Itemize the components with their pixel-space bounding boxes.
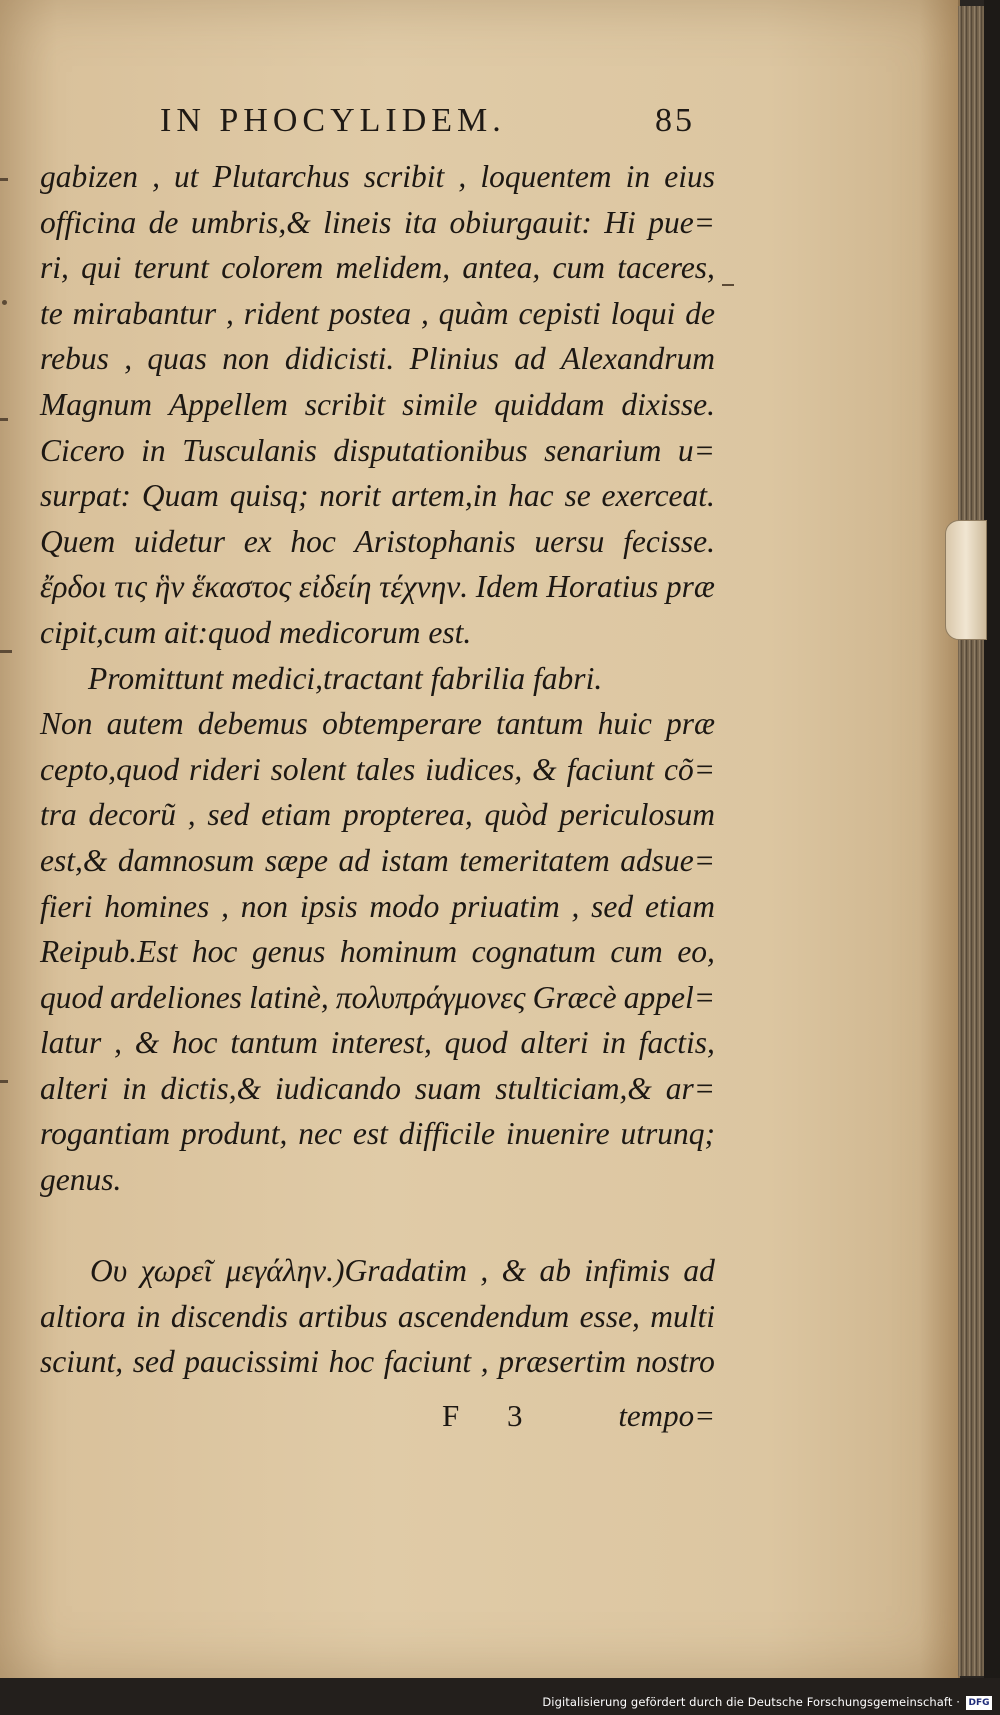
margin-mark xyxy=(0,1080,8,1083)
margin-mark xyxy=(0,650,12,653)
text-line: officina de umbris,& lineis ita obiurgauit: Hi pue= xyxy=(40,204,715,240)
text-line: Magnum Appellem scribit simile quiddam dixisse. xyxy=(40,386,715,422)
text-line: latur , & hoc tantum interest, quod alteri in factis, xyxy=(40,1025,715,1061)
text-line: Cicero in Tusculanis disputationibus senarium u= xyxy=(40,432,715,468)
text-line: fieri homines , non ipsis modo priuatim , sed etiam xyxy=(40,888,715,924)
viewer-footer-bar xyxy=(0,1678,1000,1715)
text-line: cipit,cum ait:quod medicorum est. xyxy=(40,614,472,650)
dfg-logo-icon: DFG xyxy=(966,1696,992,1710)
text-line: Ου χωρεῖ μεγάλην.)Gradatim , & ab infimis ad xyxy=(90,1253,715,1289)
text-line: Non autem debemus obtemperare tantum huic præ xyxy=(40,706,715,742)
text-line: ἔρδοι τις ἣν ἕκαστος εἰδείη τέχνην. Idem Horatius præ xyxy=(40,569,715,605)
funding-credit: Digitalisierung gefördert durch die Deutsche Forschungsgemeinschaft · xyxy=(542,1695,960,1709)
text-line: quod ardeliones latinè, πολυπράγμονες Græcè appel= xyxy=(40,979,715,1015)
text-line: Promittunt medici,tractant fabrilia fabri. xyxy=(88,660,603,696)
text-line: cepto,quod rideri solent tales iudices, & faciunt cõ= xyxy=(40,751,715,787)
text-line: genus. xyxy=(40,1162,122,1198)
margin-mark xyxy=(0,178,8,181)
page-edges xyxy=(958,6,984,1676)
text-line xyxy=(40,1203,715,1249)
margin-mark xyxy=(2,300,7,305)
text-line: gabizen , ut Plutarchus scribit , loquentem in eius xyxy=(40,159,715,194)
text-line: alteri in dictis,& iudicando suam stulticiam,& ar= xyxy=(40,1070,715,1106)
page-number: 85 xyxy=(655,102,695,139)
binding-shadow xyxy=(984,0,1000,1715)
margin-mark xyxy=(0,418,8,421)
catchword: tempo= xyxy=(618,1398,715,1433)
text-line: Quem uidetur ex hoc Aristophanis uersu fecisse. xyxy=(40,523,715,559)
text-line: sciunt, sed paucissimi hoc faciunt , præsertim nostro xyxy=(40,1344,715,1380)
running-title: IN PHOCYLIDEM. xyxy=(160,102,506,139)
printer-signature: F 3 xyxy=(442,1398,543,1433)
text-line: tra decorũ , sed etiam propterea, quòd periculosum xyxy=(40,797,715,833)
page-body-text xyxy=(40,154,715,1385)
signature-line xyxy=(40,1398,715,1444)
text-line: surpat: Quam quisq; norit artem,in hac se exerceat. xyxy=(40,478,715,514)
book-clip xyxy=(945,520,987,640)
text-line: rogantiam produnt, nec est difficile inuenire utrunq; xyxy=(40,1116,715,1152)
text-line: rebus , quas non didicisti. Plinius ad Alexandrum xyxy=(40,341,715,377)
margin-mark xyxy=(722,284,734,286)
text-line: Reipub.Est hoc genus hominum cognatum cum eo, xyxy=(40,934,715,970)
text-line: altiora in discendis artibus ascendendum esse, multi xyxy=(40,1298,715,1334)
text-line: est,& damnosum sæpe ad istam temeritatem adsue= xyxy=(40,842,715,878)
text-line: te mirabantur , rident postea , quàm cepisti loqui de xyxy=(40,295,715,331)
text-line: ri, qui terunt colorem melidem, antea, cum taceres, xyxy=(40,250,715,286)
